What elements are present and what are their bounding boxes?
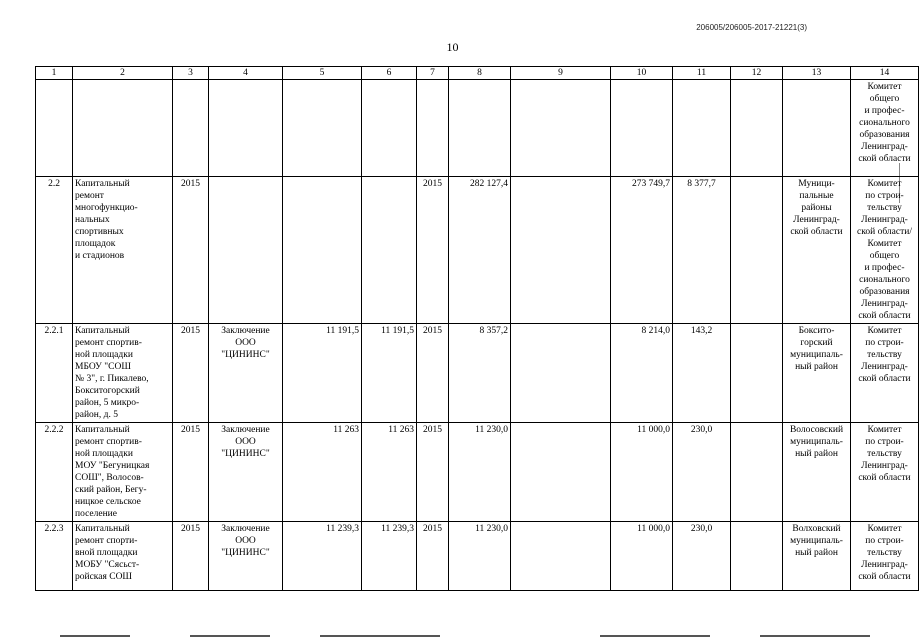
scan-artifact-line [190,635,270,637]
cell-total: 282 127,4 [449,177,511,324]
cell-basis: Заключение ООО "ЦИНИНС" [209,324,283,423]
cell-value: 11 000,0 [611,522,673,591]
col-header: 8 [449,67,511,80]
cell-index: 2.2 [36,177,73,324]
cell-district: Волховский муниципаль- ный район [783,522,851,591]
col-header: 13 [783,67,851,80]
cell-title [73,80,173,177]
cell-index: 2.2.2 [36,423,73,522]
cell-year: 2015 [173,324,209,423]
cell-title: Капитальный ремонт многофункцио- нальных спортивных площадок и стадионов [73,177,173,324]
cell-value: 273 749,7 [611,177,673,324]
data-table [35,66,919,591]
scan-artifact-line [760,635,870,637]
cell-cost: 11 263 [362,423,417,522]
col-header: 6 [362,67,417,80]
cell-value [511,80,611,177]
cell-title: Капитальный ремонт спортив- ной площадки МБОУ "СОШ № 3", г. Пикалево, Бокситогорский район, 5 микро- район, д. 5 [73,324,173,423]
cell-value [731,177,783,324]
cell-year: 2015 [417,423,449,522]
cell-cost: 11 191,5 [283,324,362,423]
cell-value [511,423,611,522]
cell-value: 8 377,7 [673,177,731,324]
cell-index: 2.2.1 [36,324,73,423]
cell-total: 8 357,2 [449,324,511,423]
cell-district: Боксито- горский муниципаль- ный район [783,324,851,423]
column-number-row [36,67,919,80]
cell-responsible: Комитет по строи- тельству Ленинград- ской области [851,423,919,522]
page-number: 10 [446,40,459,54]
scan-artifact-line [60,635,130,637]
cell-value [673,80,731,177]
cell-year: 2015 [173,177,209,324]
cell-basis [209,80,283,177]
cell-cost: 11 239,3 [283,522,362,591]
scan-artifact-line [600,635,710,637]
cell-basis: Заключение ООО "ЦИНИНС" [209,522,283,591]
cell-year: 2015 [173,423,209,522]
table-row [36,80,919,177]
cell-value: 11 000,0 [611,423,673,522]
cell-value [731,423,783,522]
cell-value [731,324,783,423]
table-row [36,324,919,423]
cell-index [36,80,73,177]
cell-cost [283,177,362,324]
table-row [36,522,919,591]
cell-value [511,177,611,324]
col-header: 5 [283,67,362,80]
cell-district: Волосовский муниципаль- ный район [783,423,851,522]
cell-responsible: Комитет общего и профес- сионального образования Ленинград- ской области [851,80,919,177]
cell-responsible: Комитет по строи- тельству Ленинград- ской области/ Комитет общего и профес- сионального образования Ленинград- ской области [851,177,919,324]
col-header: 4 [209,67,283,80]
table-row [36,177,919,324]
col-header: 10 [611,67,673,80]
cell-responsible: Комитет по строи- тельству Ленинград- ской области [851,522,919,591]
cell-year: 2015 [173,522,209,591]
cell-total [449,80,511,177]
cell-year [173,80,209,177]
cell-responsible: Комитет по строи- тельству Ленинград- ской области [851,324,919,423]
document-code: 206005/206005-2017-21221(3) [696,23,807,32]
cell-total: 11 230,0 [449,522,511,591]
cell-cost: 11 239,3 [362,522,417,591]
cell-year: 2015 [417,177,449,324]
col-header: 14 [851,67,919,80]
col-header: 7 [417,67,449,80]
cell-year: 2015 [417,324,449,423]
cell-cost [362,177,417,324]
cell-district [783,80,851,177]
cell-basis: Заключение ООО "ЦИНИНС" [209,423,283,522]
scan-artifact-line [320,635,440,637]
cell-value: 230,0 [673,522,731,591]
cell-index: 2.2.3 [36,522,73,591]
cell-basis [209,177,283,324]
cell-year: 2015 [417,522,449,591]
cell-cost: 11 263 [283,423,362,522]
table-row [36,423,919,522]
cell-value [511,324,611,423]
col-header: 3 [173,67,209,80]
col-header: 1 [36,67,73,80]
col-header: 11 [673,67,731,80]
cell-cost: 11 191,5 [362,324,417,423]
cell-cost [362,80,417,177]
cell-value: 230,0 [673,423,731,522]
cell-value [731,522,783,591]
cell-value [611,80,673,177]
cell-year [417,80,449,177]
cell-total: 11 230,0 [449,423,511,522]
cell-value: 143,2 [673,324,731,423]
cell-cost [283,80,362,177]
cell-title: Капитальный ремонт спортив- ной площадки МОУ "Бегуницкая СОШ", Волосов- ский район, Бегу- ницкое сельское поселение [73,423,173,522]
col-header: 2 [73,67,173,80]
cell-value [511,522,611,591]
cell-value: 8 214,0 [611,324,673,423]
cell-value [731,80,783,177]
col-header: 9 [511,67,611,80]
cell-title: Капитальный ремонт спорти- вной площадки МОБУ "Сясьст- ройская СОШ [73,522,173,591]
cell-district: Муници- пальные районы Ленинград- ской области [783,177,851,324]
col-header: 12 [731,67,783,80]
